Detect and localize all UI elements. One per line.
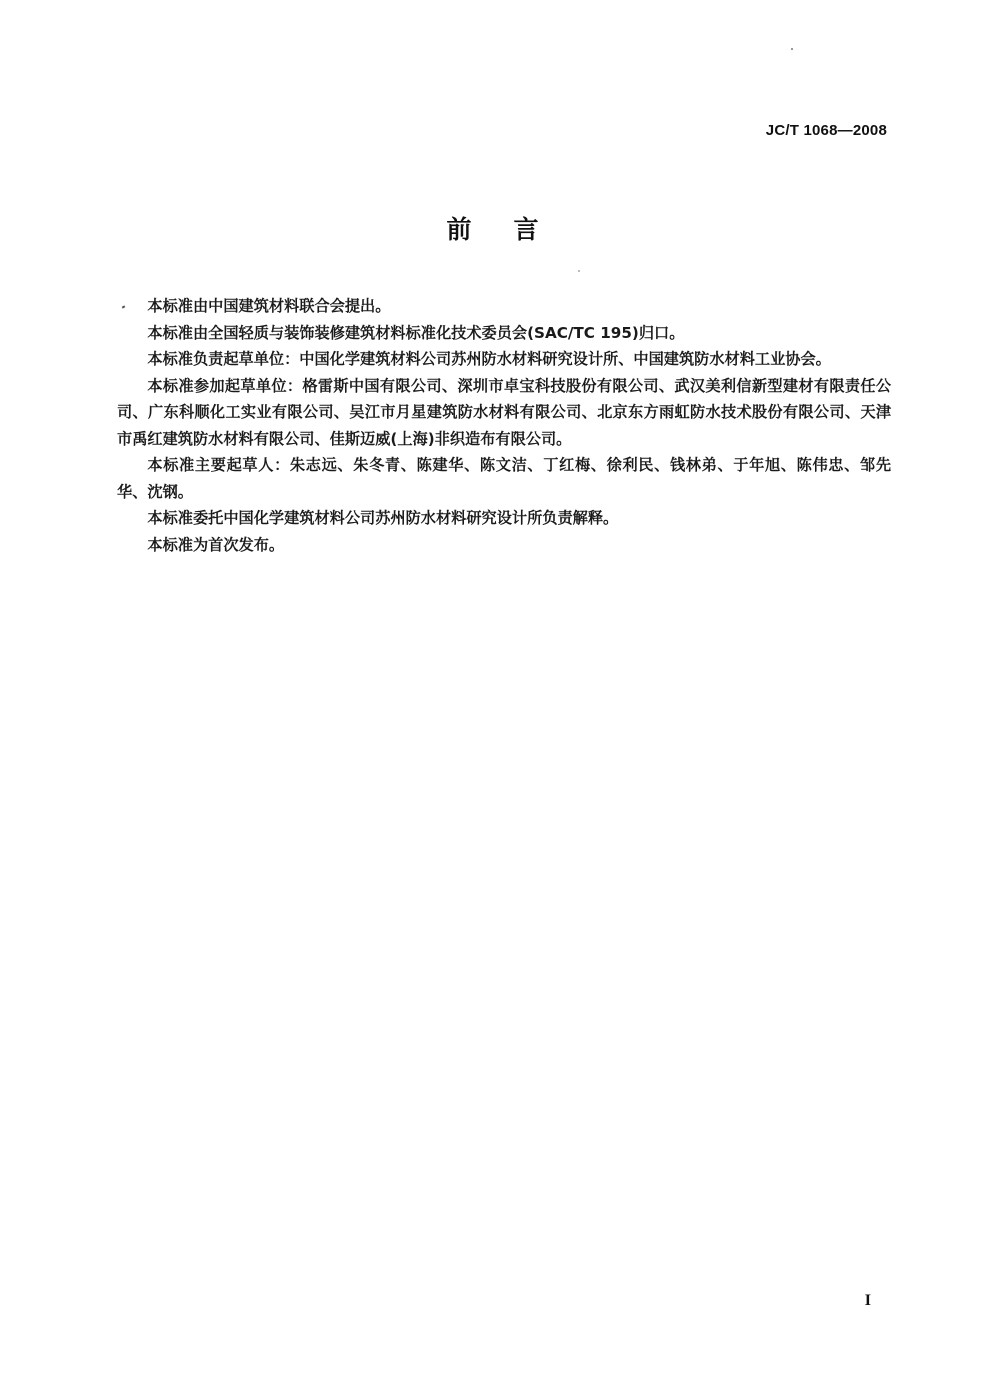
paragraph-participating-drafters: 本标准参加起草单位：格雷斯中国有限公司、深圳市卓宝科技股份有限公司、武汉美利信新型建材有限责任公司、广东科顺化工实业有限公司、吴江市月星建筑防水材料有限公司、北京东方雨虹防水技术股份有限公司、天津市禹红建筑防水材料有限公司、佳斯迈威(上海)非织造布有限公司。 — [117, 376, 891, 448]
paragraph-responsible-drafter: 本标准负责起草单位：中国化学建筑材料公司苏州防水材料研究设计所、中国建筑防水材料工业协会。 — [147, 350, 831, 368]
paragraph-interpretation: 本标准委托中国化学建筑材料公司苏州防水材料研究设计所负责解释。 — [147, 509, 619, 527]
paragraph-first-release: 本标准为首次发布。 — [147, 535, 285, 554]
foreword-body — [117, 293, 891, 558]
scan-speck — [791, 48, 793, 50]
standard-code: JC/T 1068—2008 — [765, 122, 887, 139]
scan-speck — [578, 270, 580, 272]
paragraph-proposer: 本标准由中国建筑材料联合会提出。 — [147, 297, 391, 315]
page-title: 前言 — [446, 215, 581, 244]
paragraph-administration: 本标准由全国轻质与装饰装修建筑材料标准化技术委员会(SAC/TC 195)归口。 — [147, 323, 685, 342]
paragraph-main-drafters: 本标准主要起草人：朱志远、朱冬青、陈建华、陈文洁、丁红梅、徐利民、钱林弟、于年旭、陈伟忠、邹先华、沈钢。 — [117, 456, 891, 501]
page-number: I — [864, 1292, 871, 1309]
